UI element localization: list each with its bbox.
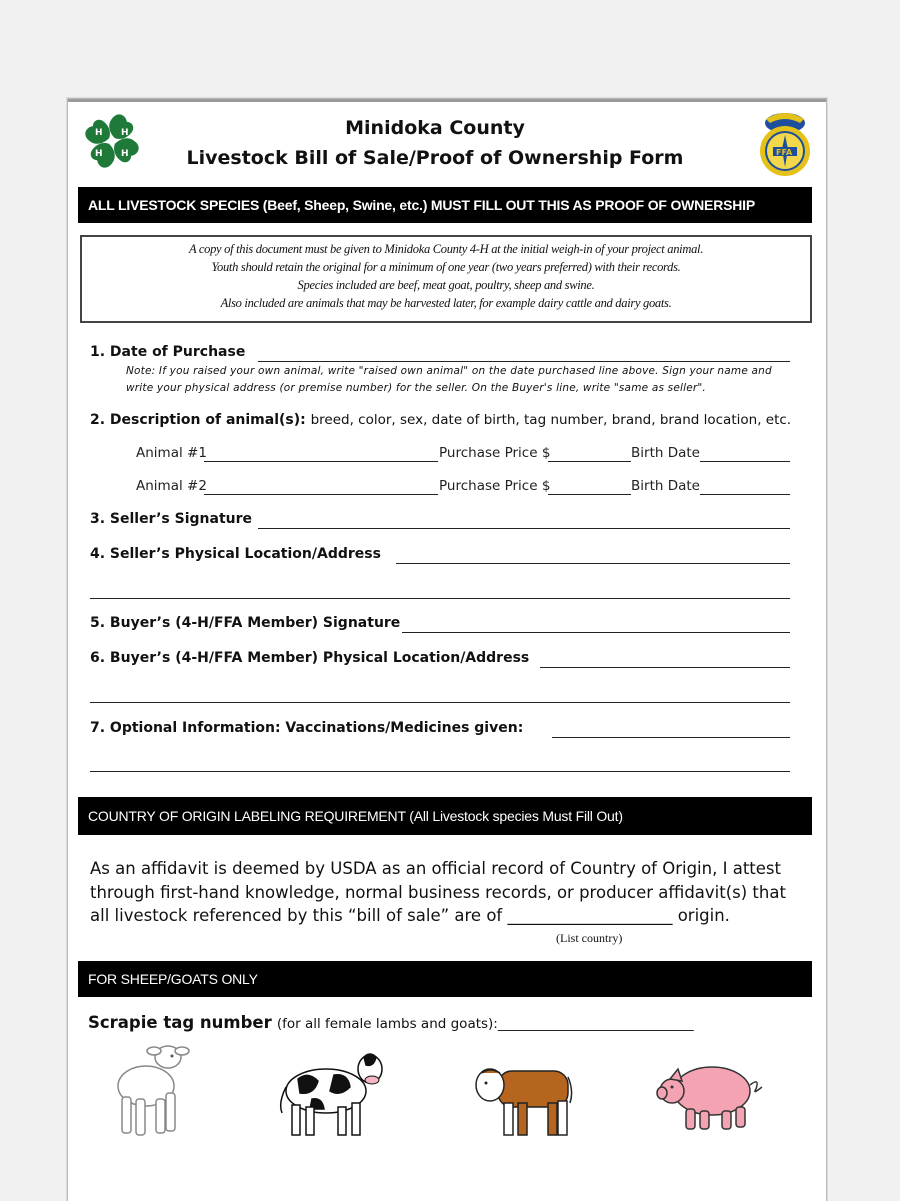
svg-text:H: H (121, 149, 129, 159)
scrapie-tag-label: Scrapie tag number (88, 1013, 272, 1032)
animal-1-birth-field[interactable] (700, 461, 790, 462)
dairy-cow-icon (278, 1047, 388, 1139)
buyer-address-field-2[interactable] (90, 702, 790, 703)
beef-steer-icon (470, 1057, 574, 1139)
svg-text:FFA: FFA (776, 148, 793, 157)
animal-2-label: Animal #2 (136, 478, 207, 494)
scrapie-tag-row (88, 1013, 694, 1032)
animal-2-birth-label: Birth Date (631, 478, 700, 494)
optional-info-field[interactable] (552, 737, 790, 738)
notice-line: A copy of this document must be given to Minidoka County 4-H at the initial weigh-in of your project animal. (188, 242, 704, 256)
svg-text:H: H (95, 128, 103, 138)
affidavit-statement (90, 857, 800, 928)
page-top-border (68, 99, 826, 102)
buyer-signature-label: 5. Buyer’s (4-H/FFA Member) Signature (90, 615, 401, 631)
affidavit-line-3: all livestock referenced by this “bill of sale” are of ____________________ origin. (90, 906, 730, 925)
seller-signature-label: 3. Seller’s Signature (90, 511, 252, 527)
animal-1-birth-label: Birth Date (631, 445, 700, 461)
buyer-address-label: 6. Buyer’s (4-H/FFA Member) Physical Location/Address (90, 650, 530, 666)
ffa-emblem-icon (756, 109, 814, 179)
country-of-origin-bar: COUNTRY OF ORIGIN LABELING REQUIREMENT (All Livestock species Must Fill Out) (78, 797, 812, 835)
seller-address-label: 4. Seller’s Physical Location/Address (90, 546, 381, 562)
svg-text:H: H (95, 149, 103, 159)
animal-1-label: Animal #1 (136, 445, 207, 461)
animal-description-hint: breed, color, sex, date of birth, tag number, brand, brand location, etc. (310, 412, 792, 428)
affidavit-line-2: through first-hand knowledge, normal business records, or producer affidavit(s) that (90, 882, 786, 902)
date-of-purchase-field[interactable] (258, 361, 790, 362)
optional-info-label: 7. Optional Information: Vaccinations/Medicines given: (90, 720, 524, 736)
seller-address-field-2[interactable] (90, 598, 790, 599)
buyer-signature-field[interactable] (402, 632, 790, 633)
date-note-line-2: write your physical address (or premise number) for the seller. On the Buyer's line, write "same as seller". (126, 382, 706, 394)
animal-description-label (90, 412, 791, 428)
notice-line: Youth should retain the original for a minimum of one year (two years preferred) with their records. (211, 260, 681, 274)
lamb-icon (106, 1041, 190, 1141)
notice-line: Species included are beef, meat goat, poultry, sheep and swine. (297, 278, 595, 292)
animal-1-price-field[interactable] (548, 461, 631, 462)
list-country-caption: (List country) (556, 931, 623, 945)
affidavit-line-1: As an affidavit is deemed by USDA as an official record of Country of Origin, I attest (90, 859, 781, 878)
pig-icon (656, 1057, 770, 1133)
animal-2-birth-field[interactable] (700, 494, 790, 495)
scrapie-tag-field[interactable]: (for all female lambs and goats):_____________________________ (276, 1016, 694, 1032)
seller-address-field[interactable] (396, 563, 790, 564)
form-title-county: Minidoka County (345, 117, 525, 139)
sheep-goats-bar: FOR SHEEP/GOATS ONLY (78, 961, 812, 997)
date-note-line-1: Note: If you raised your own animal, write "raised own animal" on the date purchased line above. Sign your name and (126, 365, 772, 377)
species-requirement-bar: ALL LIVESTOCK SPECIES (Beef, Sheep, Swine, etc.) MUST FILL OUT THIS AS PROOF OF OWNERSHIP (78, 187, 812, 223)
animal-1-price-label: Purchase Price $ (439, 445, 551, 461)
animal-1-field[interactable] (204, 461, 438, 462)
animal-2-field[interactable] (204, 494, 438, 495)
optional-info-field-2[interactable] (90, 771, 790, 772)
notice-line: Also included are animals that may be harvested later, for example dairy cattle and dairy goats. (220, 296, 672, 310)
form-title: Livestock Bill of Sale/Proof of Ownership Form (186, 147, 684, 169)
notice-box (80, 235, 812, 323)
seller-signature-field[interactable] (258, 528, 790, 529)
date-of-purchase-label: 1. Date of Purchase (90, 344, 246, 360)
svg-text:H: H (121, 128, 129, 138)
animal-2-price-label: Purchase Price $ (439, 478, 551, 494)
form-page (67, 98, 827, 1201)
animal-description-title: 2. Description of animal(s): (90, 412, 306, 428)
buyer-address-field[interactable] (540, 667, 790, 668)
animal-2-price-field[interactable] (548, 494, 631, 495)
